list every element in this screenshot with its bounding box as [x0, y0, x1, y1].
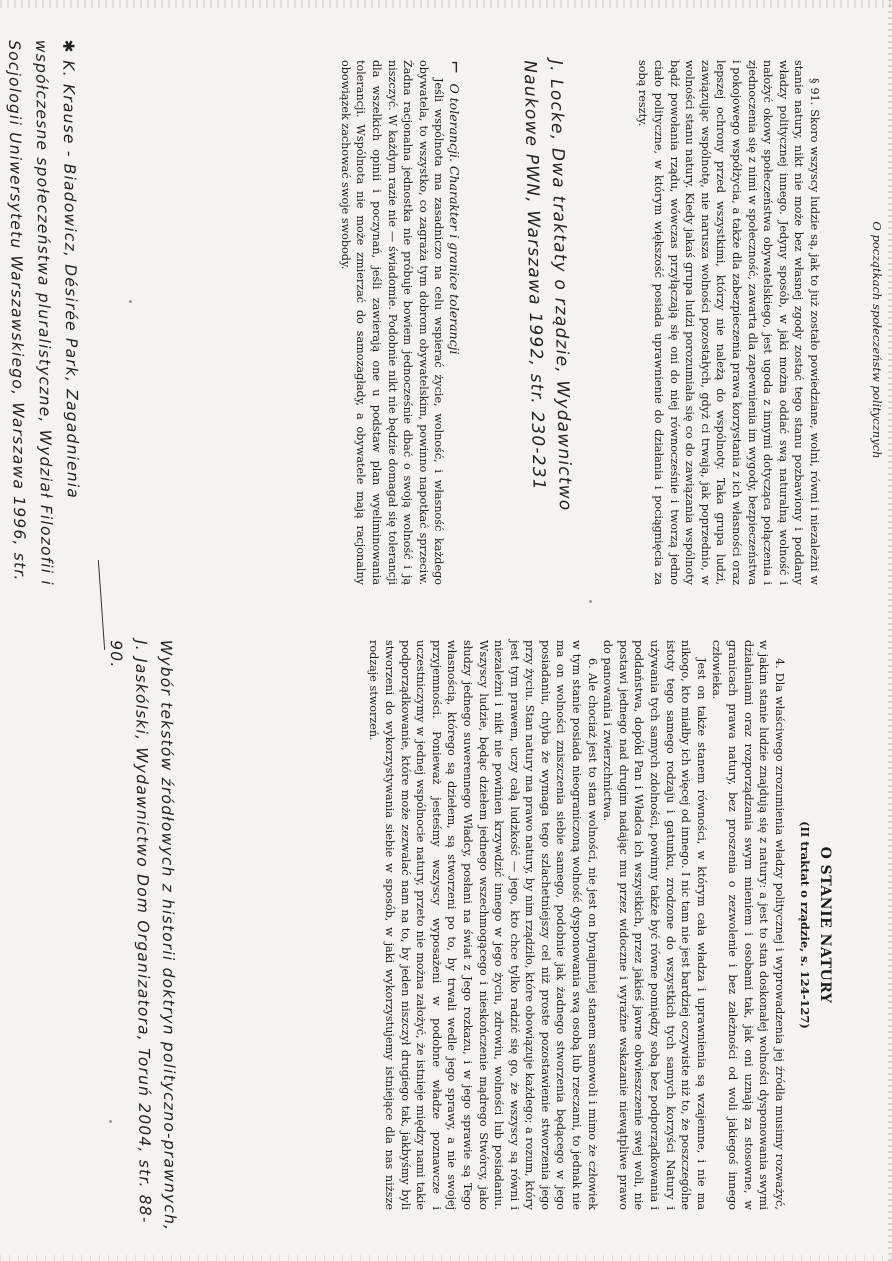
tolerance-paragraph: Jeśli wspólnota ma zasadniczo na celu wspierać życie, wolność, i własność każdego obywatela, to wszystko, co zagraża tym dobrom obywatelskim, powinno napotkać sprzeciw. Żadna racjonalna jednostka nie próbuje bowiem jednocześnie dbać o swoją wolność i ją niszczyć. W każdym razie nie — świadomie. Podobnie nikt nie będzie domagał się tolerancji dla wszelkich opinii i poczynań, jeśli zawierają one u podstaw plan wyeliminowania tolerancji. Wspólnota nie może zmierzać do samozagłady, a obywatele mają racjonalny obowiązek zachować swoje swobody. [338, 60, 446, 585]
paragraph-number: § 91. [808, 78, 821, 106]
scan-speck [109, 1120, 112, 1123]
running-head: O początkach społeczeństw politycznych [870, 221, 884, 459]
handwritten-citation-jaskolski: Wybór tekstów źródłowych z historii doktryn polityczno-prawnych, J. Jaskólski, Wydawnictwo Dom Organizatora, Toruń 2004, str. 88-90. [106, 639, 180, 1232]
left-column-lower [337, 60, 465, 585]
right-column [366, 640, 832, 1210]
scan-speck [129, 300, 132, 303]
handwritten-citation-krause: ✱ K. Krause - Biadowicz, Désirée Park, Zagadnienia współczesne społeczeństwa pluralistyczne, Wydział Filozofii i Socjologii Uniwersytetu Warszawskiego, Warszawa 1996, str. [5, 39, 82, 587]
state-of-nature-paragraph-equality: Jest on także stanem równości, w którym cała władza i uprawnienia są wzajemne, i nie ma nikogo, kto miałby ich więcej od innego. I nic tam nie jest bardziej oczywiste niż to, że poszczególne istoty tego samego rodzaju i gatunku, zrodzone do wszystkich tych samych korzyści Natury i używania tych samych zdolności, powinny także być równe pomiędzy sobą bez podporządkowania i poddaństwa, dopóki Pan i Władca ich wszystkich, przez jakieś jawne obwieszczenie swej woli, nie postawi jednego nad drugim nadając mu przez widoczne i wyraźne wskazanie niewątpliwe prawo do panowania i zwierzchnictwa. [601, 640, 708, 1210]
handwritten-mark: ⌐ [445, 60, 465, 76]
asterisk-mark: ✱ [59, 39, 78, 61]
paragraph-text: Skoro wszyscy ludzie są, jak to już zostało powiedziane, wolni, równi i niezależni w stanie natury, nikt nie może bez własnej zgody zostać tego stanu pozbawiony i poddany władzy politycznej innego. Jedyny sposób, w jaki można oddać swą naturalną wolność i nałożyć okowy społeczeństwa obywatelskiego, jest ugoda z innymi dotycząca połączenia i zjednoczenia się z nimi w społeczność, zawarta dla zapewnienia im wygody, bezpieczeństwa i pokojowego współżycia, a także dla zabezpieczenia prawa korzystania z ich własności oraz lepszej ochrony przed wszystkimi, którzy nie należą do wspólnoty. Taka grupa ludzi, zawiązując wspólnotę, nie narusza wolności pozostałych, gdyż ci trwają, jak poprzednio, w wolności stanu natury. Kiedy jakaś grupa ludzi porozumiała się co do zawiązania wspólnoty bądź powołania rządu, wówczas przyłączają się oni do niej równocześnie i tworzą jedno ciało polityczne, w którym większość posiada uprawnienie do działania i pociągnięcia za sobą reszty. [636, 60, 821, 585]
handwritten-citation-locke: J. Locke, Dwa traktaty o rządzie, Wydawnictwo Naukowe PWN, Warszawa 1992, str. 230-231 [519, 59, 576, 512]
section-title-tolerance: ⌐ O tolerancji. Charakter i granice tolerancji [445, 60, 465, 355]
locke-paragraph-91 [635, 60, 822, 585]
chapter-title: O STANIE NATURY [817, 846, 833, 1004]
state-of-nature-paragraph-4: 4. Dla właściwego zrozumienia władzy politycznej i wyprowadzenia jej źródła musimy rozważyć, w jakim stanie ludzie znajdują się z natury: a jest to stan doskonałej wolności dysponowania swymi działaniami oraz rozporządzania swym mieniem i osobami tak, jak oni uznają za stosowne, w granicach prawa natury, bez proszenia o zezwolenie i bez zależności od woli jakiegoś innego człowieka. [710, 640, 786, 1210]
chapter-subtitle: (II traktat o rządzie, s. 124-127) [798, 821, 813, 1029]
state-of-nature-paragraph-6: 6. Ale chociaż jest to stan wolności, nie jest on bynajmniej stanem samowoli i mimo że człowiek w tym stanie posiada nieograniczoną wolność dysponowania swą osobą lub rzeczami, to jednak nie ma on wolności zniszczenia siebie samego, podobnie jak żadnego stworzenia będącego w jego posiadaniu, chyba że wymaga tego szlachetniejszy cel niż proste pozostawienie stworzenia jego przy życiu. Stan natury ma prawo natury, by nim rządziło, które obowiązuje każdego; a rozum, który jest tym prawem, uczy całą ludzkość — jego, kto chce tylko radzić się go, że wszyscy są równi i niezależni i nikt nie powinien krzywdzić innego w jego życiu, zdrowiu, wolności lub posiadaniu. Wszyscy ludzie, będąc dziełem jednego wszechmogącego i nieskończenie mądrego Stwórcy, jako słudzy jednego suwerennego Władcy, posłani na świat z Jego rozkazu, i w jego sprawie są Tego własnością, którego są dziełem, są stworzeni po to, by trwali wedle jego sprawy, a nie swojej przyjemności. Ponieważ jesteśmy wszyscy wyposażeni w podobne władze poznawcze i uczestniczymy w jednej wspólnocie natury, przeto nie można założyć, że istnieje między nami takie podporządkowanie, które może zezwalać nam na to, by jeden niszczył drugiego tak, jakbyśmy byli stworzeni do wykorzystywania siebie w sposób, w jaki wykorzystujemy istniejące dla nas niższe rodzaje stworzeń. [367, 640, 599, 1210]
left-column [635, 60, 822, 585]
scan-speck [589, 600, 592, 603]
handwritten-underline [98, 560, 105, 650]
